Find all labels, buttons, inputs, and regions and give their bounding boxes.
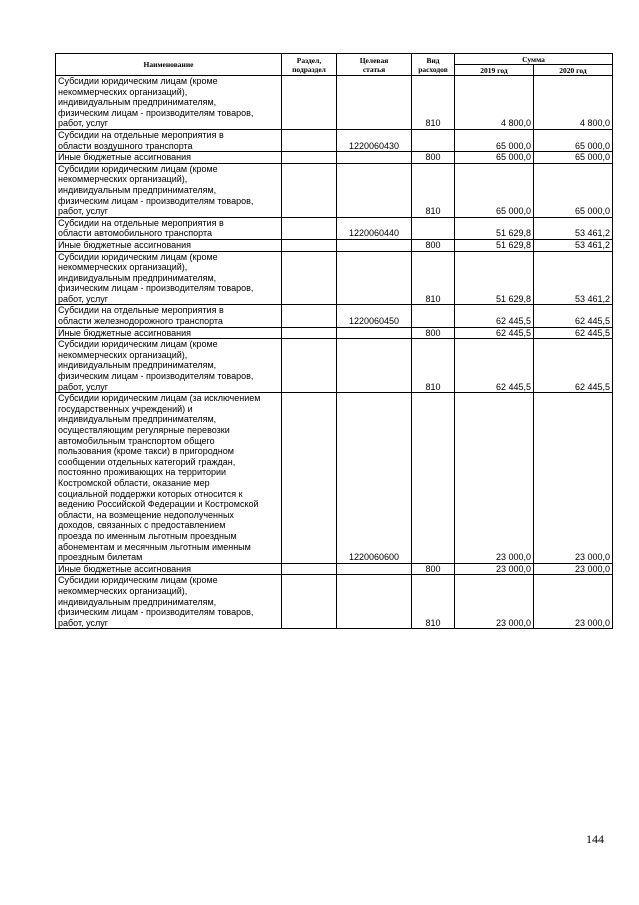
cell-target: [337, 152, 412, 164]
cell-name: Субсидии юридическим лицам (кроме некоммерческих организаций), индивидуальным предпринимателям, физическим лицам - производителям товаров, работ, услуг: [56, 339, 282, 393]
cell-name: Субсидии на отдельные мероприятия в области автомобильного транспорта: [56, 217, 282, 239]
cell-type: 800: [412, 152, 455, 164]
cell-2020: 62 445,5: [534, 327, 613, 339]
header-type: Вид расходов: [412, 54, 455, 76]
cell-type: 800: [412, 327, 455, 339]
cell-section: [282, 152, 337, 164]
cell-2019: 62 445,5: [455, 339, 534, 393]
cell-type: 810: [412, 575, 455, 629]
table-row: [56, 563, 613, 575]
cell-name: Субсидии юридическим лицам (кроме некоммерческих организаций), индивидуальным предпринимателям, физическим лицам - производителям товаров, работ, услуг: [56, 575, 282, 629]
cell-target: 1220060430: [337, 129, 412, 151]
cell-section: [282, 76, 337, 130]
header-section: Раздел, подраздел: [282, 54, 337, 76]
cell-2020: 62 445,5: [534, 339, 613, 393]
page-number: 144: [586, 832, 604, 846]
table-row: [56, 575, 613, 629]
cell-type: 800: [412, 239, 455, 251]
cell-target: [337, 239, 412, 251]
table-row: [56, 129, 613, 151]
header-name: Наименование: [56, 54, 282, 76]
cell-2019: 23 000,0: [455, 563, 534, 575]
cell-name: Субсидии юридическим лицам (кроме некоммерческих организаций), индивидуальным предпринимателям, физическим лицам - производителям товаров, работ, услуг: [56, 163, 282, 217]
cell-section: [282, 305, 337, 327]
table-row: [56, 76, 613, 130]
table-row: [56, 327, 613, 339]
table-row: [56, 305, 613, 327]
cell-2020: 23 000,0: [534, 393, 613, 564]
cell-section: [282, 239, 337, 251]
cell-section: [282, 563, 337, 575]
table-row: [56, 339, 613, 393]
cell-2019: 62 445,5: [455, 305, 534, 327]
cell-name: Субсидии юридическим лицам (за исключением государственных учреждений) и индивидуальным предпринимателям, осуществляющим регулярные перевозки автомобильным транспортом общего пользования (кроме такси) в пригородном сообщении отдельных категорий граждан, постоянно проживающих на территории Костромской области, оказание мер социальной поддержки которых относится к ведению Российской Федерации и Костромской области, на возмещение недополученных доходов, связанных с предоставлением проезда по именным льготным проездным абонементам и месячным льготным именным проездным билетам: [56, 393, 282, 564]
cell-section: [282, 393, 337, 564]
cell-2019: 51 629,8: [455, 239, 534, 251]
cell-2019: 23 000,0: [455, 393, 534, 564]
cell-2020: 23 000,0: [534, 575, 613, 629]
cell-2020: 65 000,0: [534, 163, 613, 217]
cell-2020: 53 461,2: [534, 217, 613, 239]
cell-2019: 65 000,0: [455, 129, 534, 151]
table-body: [56, 76, 613, 629]
cell-type: 810: [412, 339, 455, 393]
cell-2019: 51 629,8: [455, 251, 534, 305]
cell-target: [337, 563, 412, 575]
header-target: Целевая статья: [337, 54, 412, 76]
cell-section: [282, 251, 337, 305]
budget-table: [55, 53, 613, 629]
header-year-2019: 2019 год: [455, 65, 534, 76]
cell-name: Субсидии юридическим лицам (кроме некоммерческих организаций), индивидуальным предпринимателям, физическим лицам - производителям товаров, работ, услуг: [56, 76, 282, 130]
cell-type: [412, 217, 455, 239]
table-row: [56, 393, 613, 564]
header-year-2020: 2020 год: [534, 65, 613, 76]
cell-2020: 65 000,0: [534, 152, 613, 164]
cell-type: 810: [412, 76, 455, 130]
cell-section: [282, 163, 337, 217]
cell-type: 800: [412, 563, 455, 575]
cell-target: [337, 76, 412, 130]
cell-type: [412, 393, 455, 564]
cell-2020: 23 000,0: [534, 563, 613, 575]
cell-2020: 53 461,2: [534, 239, 613, 251]
cell-2019: 65 000,0: [455, 163, 534, 217]
cell-2020: 4 800,0: [534, 76, 613, 130]
cell-2019: 65 000,0: [455, 152, 534, 164]
cell-name: Иные бюджетные ассигнования: [56, 563, 282, 575]
table-row: [56, 152, 613, 164]
cell-target: 1220060600: [337, 393, 412, 564]
cell-type: [412, 129, 455, 151]
table-row: [56, 239, 613, 251]
cell-type: [412, 305, 455, 327]
cell-name: Субсидии юридическим лицам (кроме некоммерческих организаций), индивидуальным предпринимателям, физическим лицам - производителям товаров, работ, услуг: [56, 251, 282, 305]
cell-2020: 53 461,2: [534, 251, 613, 305]
cell-name: Субсидии на отдельные мероприятия в области железнодорожного транспорта: [56, 305, 282, 327]
table-row: [56, 163, 613, 217]
cell-name: Иные бюджетные ассигнования: [56, 152, 282, 164]
cell-name: Субсидии на отдельные мероприятия в области воздушного транспорта: [56, 129, 282, 151]
cell-type: 810: [412, 163, 455, 217]
cell-2020: 62 445,5: [534, 305, 613, 327]
cell-target: [337, 251, 412, 305]
cell-target: [337, 327, 412, 339]
cell-target: [337, 575, 412, 629]
header-sum: Сумма: [455, 54, 613, 65]
cell-type: 810: [412, 251, 455, 305]
cell-2020: 65 000,0: [534, 129, 613, 151]
cell-target: 1220060440: [337, 217, 412, 239]
cell-section: [282, 129, 337, 151]
cell-section: [282, 327, 337, 339]
cell-name: Иные бюджетные ассигнования: [56, 239, 282, 251]
cell-2019: 23 000,0: [455, 575, 534, 629]
table-row: [56, 217, 613, 239]
cell-2019: 4 800,0: [455, 76, 534, 130]
cell-target: [337, 339, 412, 393]
cell-name: Иные бюджетные ассигнования: [56, 327, 282, 339]
cell-section: [282, 339, 337, 393]
cell-section: [282, 575, 337, 629]
table-row: [56, 251, 613, 305]
cell-section: [282, 217, 337, 239]
cell-2019: 51 629,8: [455, 217, 534, 239]
cell-target: [337, 163, 412, 217]
cell-target: 1220060450: [337, 305, 412, 327]
cell-2019: 62 445,5: [455, 327, 534, 339]
